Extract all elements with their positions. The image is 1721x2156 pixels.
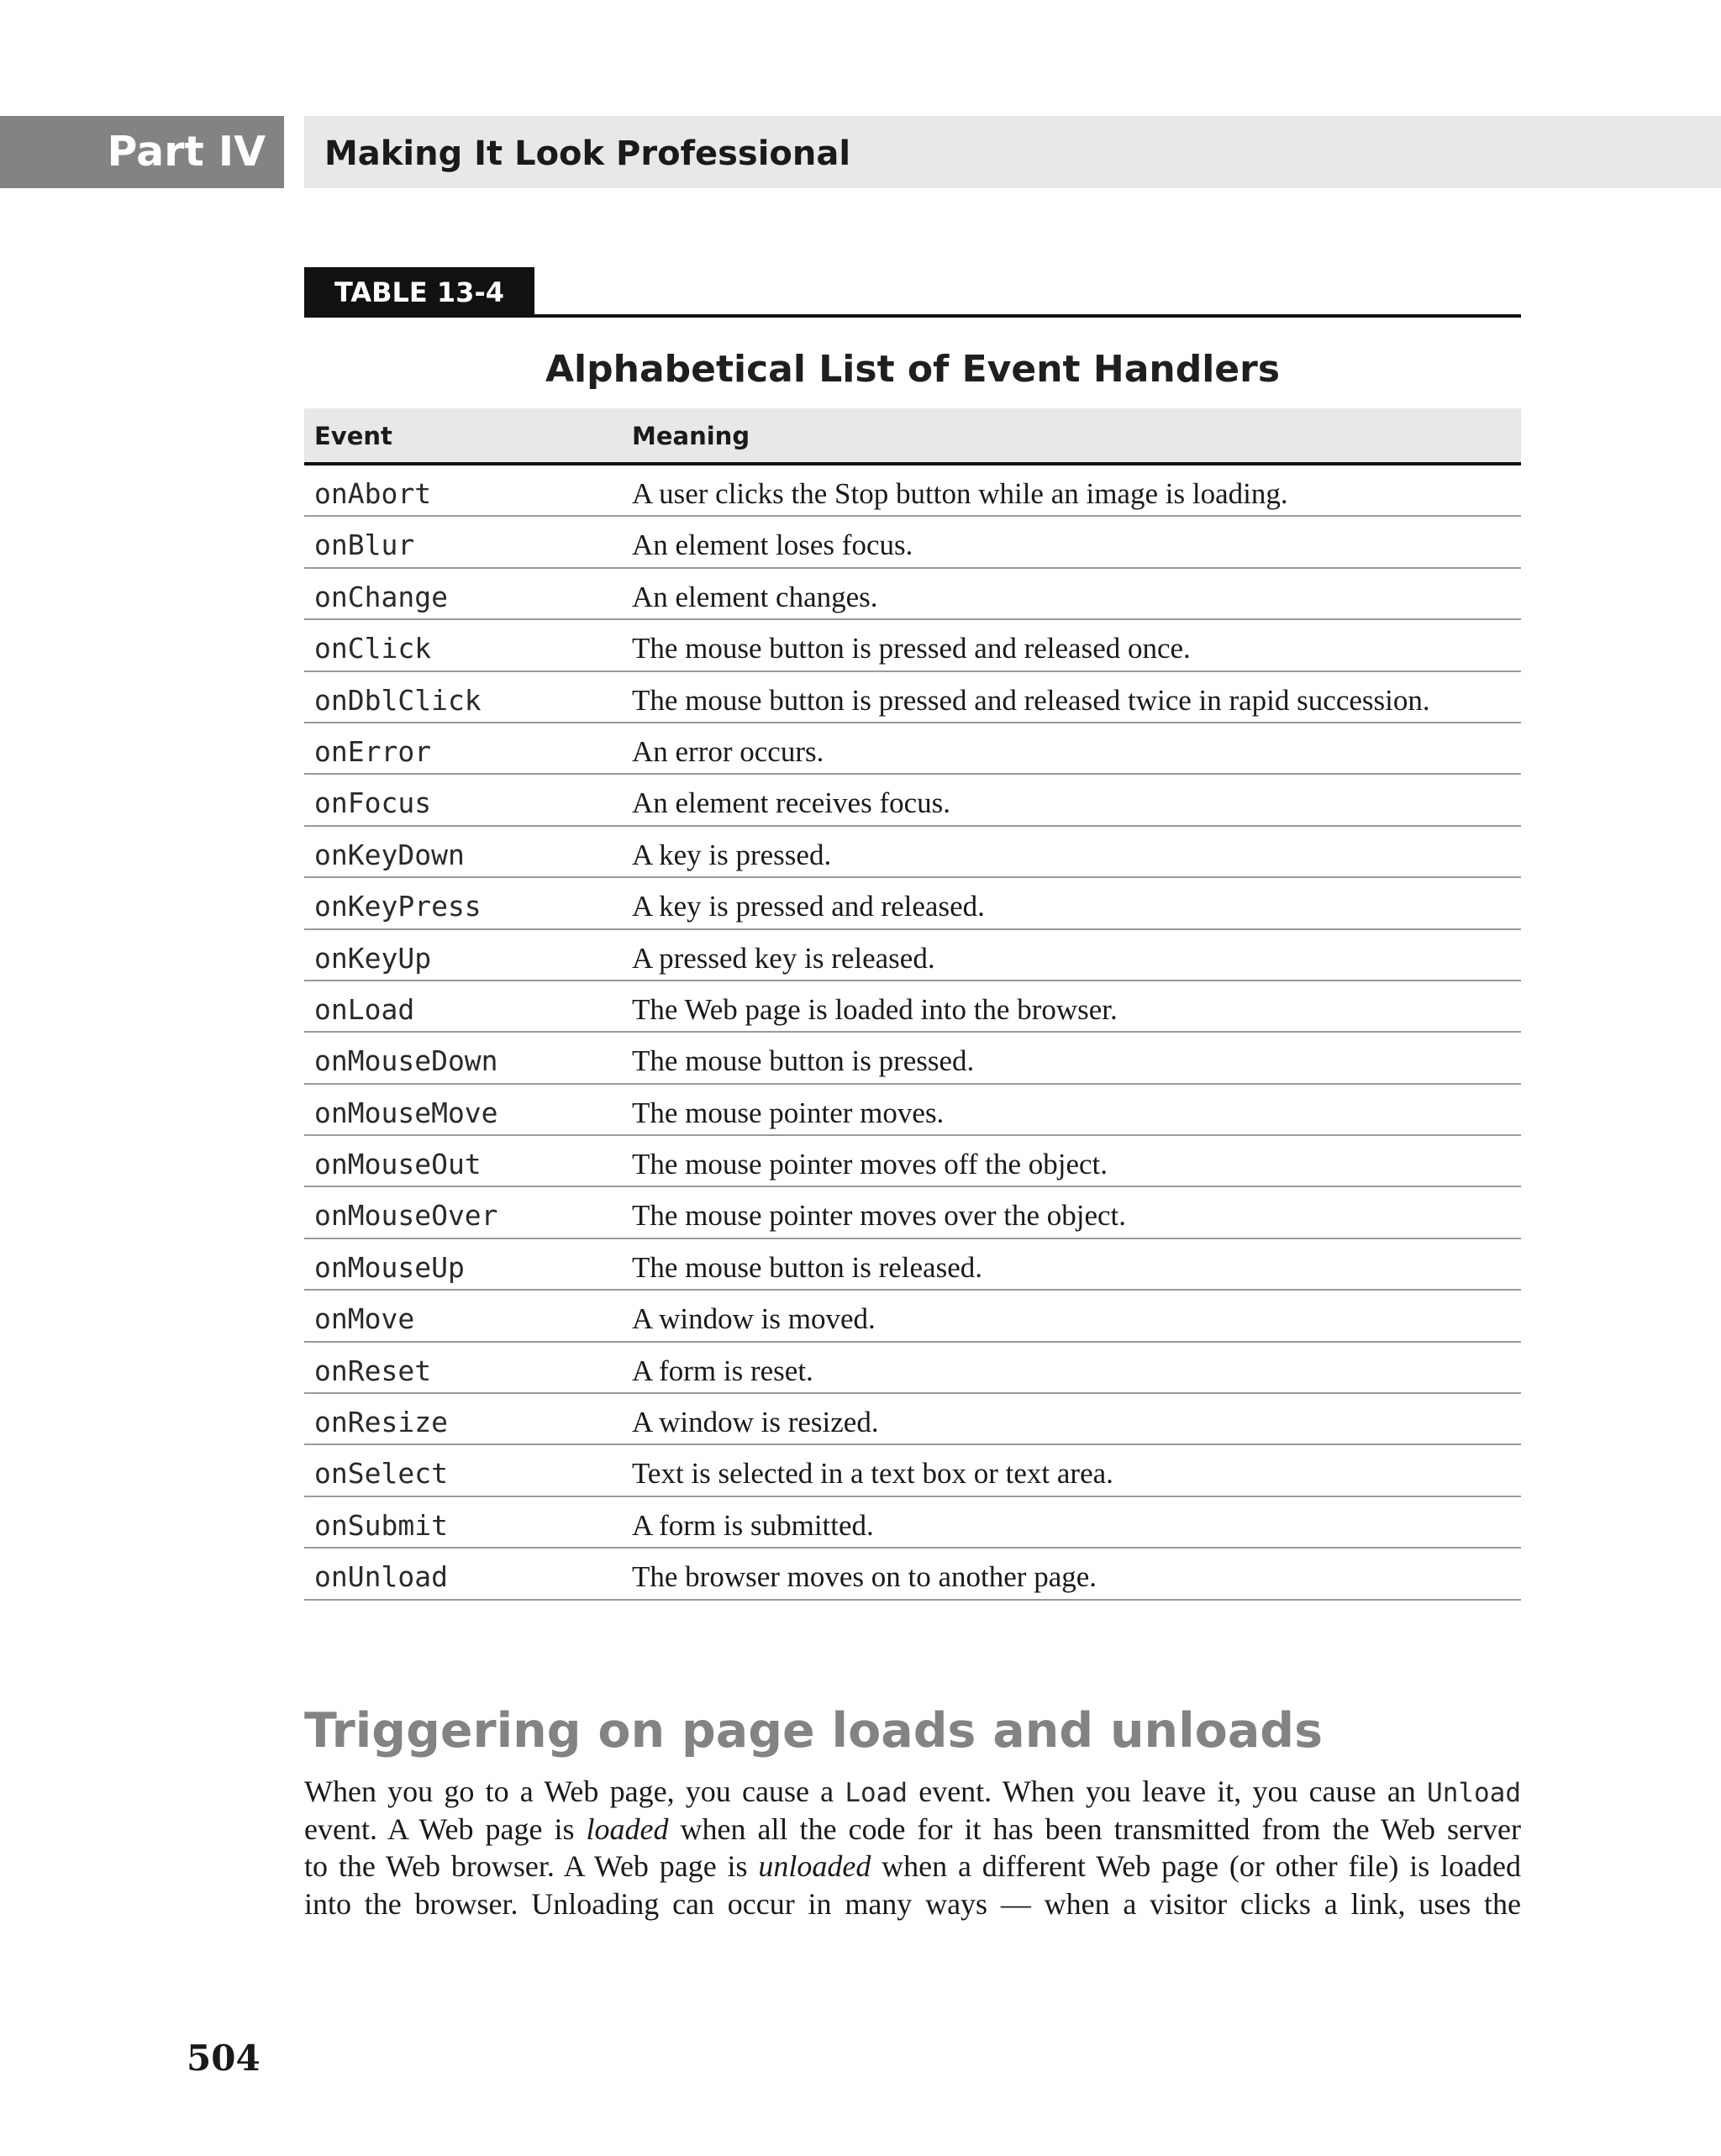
table-row	[304, 1343, 1521, 1394]
table-top-rule	[304, 314, 1521, 318]
meaning-cell: An element receives focus.	[632, 786, 951, 820]
text-run: into the browser. Unloading can occur in many ways — when a visitor clicks a link, uses the	[304, 1886, 1521, 1921]
meaning-cell: An element changes.	[632, 580, 878, 613]
meaning-cell: A user clicks the Stop button while an image is loading.	[632, 477, 1288, 510]
meaning-cell: The mouse pointer moves.	[632, 1096, 945, 1129]
meaning-cell: The Web page is loaded into the browser.	[632, 992, 1118, 1026]
table-row	[304, 1445, 1521, 1496]
meaning-cell: The mouse button is pressed and released twice in rapid succession.	[632, 683, 1430, 717]
event-cell: onUnload	[314, 1560, 448, 1594]
table-row	[304, 723, 1521, 775]
part-label: Part IV	[0, 116, 284, 188]
text-run: When you go to a Web page, you cause a	[304, 1775, 834, 1808]
table-row	[304, 1497, 1521, 1549]
event-cell: onMouseOver	[314, 1199, 498, 1233]
emphasis-text: loaded	[586, 1812, 669, 1846]
meaning-cell: The mouse button is released.	[632, 1250, 982, 1284]
table-row	[304, 930, 1521, 981]
event-cell: onAbort	[314, 477, 432, 510]
text-run: event. When you leave it, you cause an	[918, 1775, 1416, 1808]
meaning-cell: A form is submitted.	[632, 1508, 874, 1542]
column-header-meaning: Meaning	[632, 422, 750, 450]
event-cell: onMouseOut	[314, 1148, 482, 1181]
section-heading: Triggering on page loads and unloads	[304, 1703, 1324, 1759]
page-number: 504	[187, 2038, 261, 2079]
meaning-cell: A key is pressed and released.	[632, 890, 985, 923]
table-row	[304, 465, 1521, 517]
table-row	[304, 1239, 1521, 1291]
meaning-cell: Text is selected in a text box or text area.	[632, 1457, 1113, 1491]
paragraph-line	[304, 1848, 1521, 1885]
body-paragraph	[304, 1773, 1521, 1922]
meaning-cell: A window is moved.	[632, 1302, 876, 1336]
table-row	[304, 878, 1521, 929]
table-body	[304, 465, 1521, 1601]
table-row	[304, 1187, 1521, 1238]
paragraph-line	[304, 1773, 1521, 1811]
event-cell: onResize	[314, 1406, 448, 1439]
table-row	[304, 1033, 1521, 1084]
emphasis-text: unloaded	[758, 1849, 871, 1883]
meaning-cell: A window is resized.	[632, 1406, 879, 1439]
meaning-cell: The mouse pointer moves over the object.	[632, 1199, 1127, 1233]
table-row	[304, 569, 1521, 620]
table-row	[304, 1085, 1521, 1136]
chapter-title: Making It Look Professional	[304, 116, 1721, 188]
event-cell: onError	[314, 734, 432, 768]
event-cell: onBlur	[314, 528, 415, 562]
event-cell: onDblClick	[314, 683, 482, 717]
table-row	[304, 672, 1521, 723]
column-header-event: Event	[314, 422, 392, 450]
event-cell: onMouseMove	[314, 1096, 498, 1129]
meaning-cell: The mouse button is pressed and released once.	[632, 632, 1191, 665]
event-cell: onKeyDown	[314, 838, 465, 871]
event-cell: onSelect	[314, 1457, 448, 1491]
paragraph-line	[304, 1811, 1521, 1848]
meaning-cell: An element loses focus.	[632, 528, 913, 562]
event-cell: onReset	[314, 1354, 432, 1387]
event-cell: onChange	[314, 580, 448, 613]
text-run: when a different Web page (or other file) is loaded	[882, 1849, 1521, 1883]
table-row	[304, 1394, 1521, 1445]
table-row	[304, 981, 1521, 1033]
table-row	[304, 1136, 1521, 1187]
event-cell: onClick	[314, 632, 432, 665]
event-cell: onKeyPress	[314, 890, 482, 923]
event-cell: onLoad	[314, 992, 415, 1026]
meaning-cell: A form is reset.	[632, 1354, 813, 1387]
event-cell: onMouseUp	[314, 1250, 465, 1284]
event-cell: onFocus	[314, 786, 432, 820]
event-cell: onKeyUp	[314, 941, 432, 975]
meaning-cell: The mouse pointer moves off the object.	[632, 1148, 1108, 1181]
meaning-cell: The mouse button is pressed.	[632, 1044, 975, 1078]
event-cell: onMove	[314, 1302, 415, 1336]
event-cell: onMouseDown	[314, 1044, 498, 1078]
table-row	[304, 1549, 1521, 1600]
table-row	[304, 517, 1521, 568]
text-run: to the Web browser. A Web page is	[304, 1849, 748, 1883]
inline-code: Unload	[1427, 1778, 1521, 1808]
text-run: event. A Web page is	[304, 1812, 575, 1846]
meaning-cell: The browser moves on to another page.	[632, 1560, 1097, 1594]
table-row	[304, 620, 1521, 671]
meaning-cell: A pressed key is released.	[632, 941, 935, 975]
paragraph-line	[304, 1885, 1521, 1923]
table-title: Alphabetical List of Event Handlers	[545, 348, 1281, 391]
meaning-cell: A key is pressed.	[632, 838, 832, 871]
event-cell: onSubmit	[314, 1508, 448, 1542]
text-run: when all the code for it has been transmitted from the Web server	[680, 1812, 1521, 1846]
table-row	[304, 775, 1521, 826]
inline-code: Load	[845, 1778, 908, 1808]
table-row	[304, 827, 1521, 878]
table-number-tag: TABLE 13-4	[304, 267, 534, 316]
table-row	[304, 1291, 1521, 1342]
meaning-cell: An error occurs.	[632, 734, 824, 768]
table-header-row	[304, 408, 1521, 465]
